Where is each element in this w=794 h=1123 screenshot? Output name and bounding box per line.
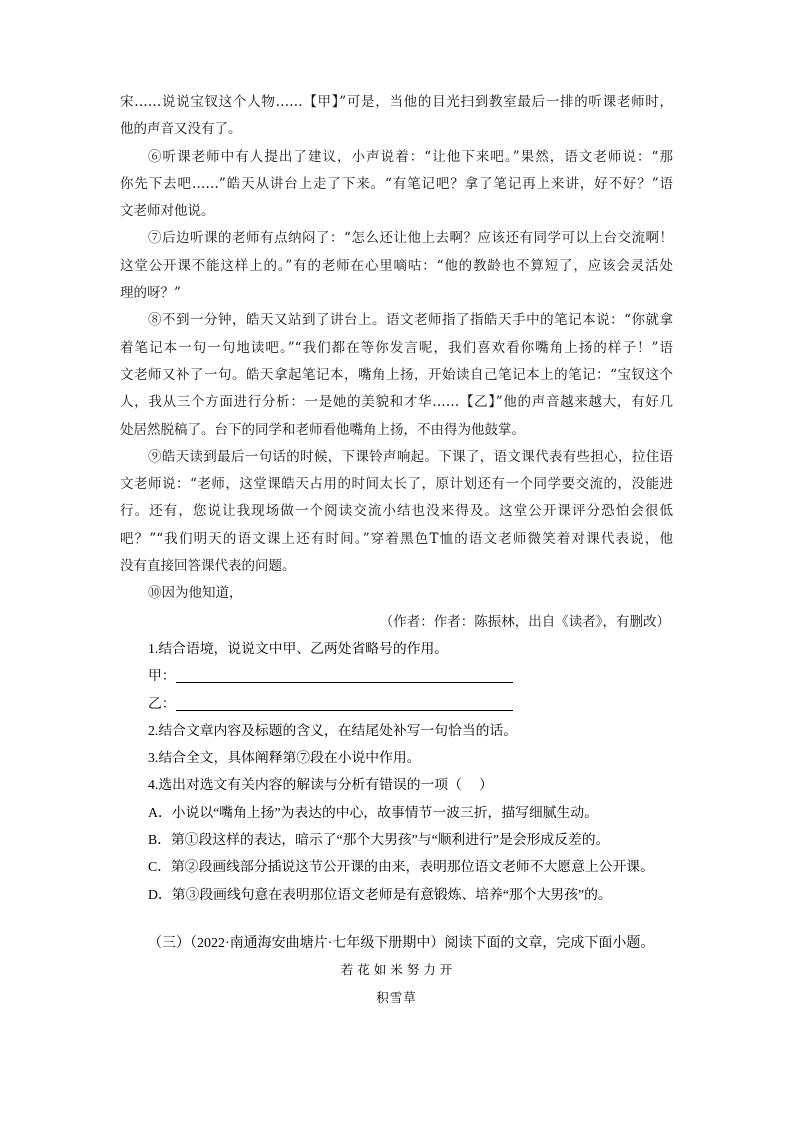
article-author: 积雪草 bbox=[376, 989, 417, 1005]
story-line: 文老师说：“老师，这堂课皓天占用的时间太长了，原计划还有一个同学要交流的，没能进 bbox=[120, 476, 673, 493]
question-4: 4.选出对选文有关内容的解读与分析有错误的一项（ ） bbox=[148, 777, 493, 793]
story-paragraph bbox=[120, 225, 673, 307]
question-1: 1.结合语境，说说文中甲、乙两处省略号的作用。 bbox=[148, 640, 449, 656]
story-line: 这堂公开课不能这样上的。”有的老师在心里嘀咕：“他的教龄也不算短了，应该会灵活处 bbox=[120, 257, 673, 274]
story-line: 人，我从三个方面进行分析：一是她的美貌和才华……【乙】”他的声音越来越大，有好几 bbox=[120, 394, 673, 411]
story-line: 没有直接回答课代表的问题。 bbox=[120, 558, 296, 575]
story-paragraph bbox=[120, 580, 673, 607]
story-line: 处居然脱稿了。台下的同学和老师看他嘴角上扬，不由得为他鼓掌。 bbox=[120, 421, 525, 438]
option-c: C．第②段画线部分插说这节公开课的由来，表明那位语文老师不大愿意上公开课。 bbox=[148, 859, 654, 875]
option-a: A．小说以“嘴角上扬”为表达的中心，故事情节一波三折，描写细腻生动。 bbox=[148, 804, 598, 820]
story-paragraph bbox=[120, 144, 673, 226]
question-2: 2.结合文章内容及标题的含义，在结尾处补写一句恰当的话。 bbox=[148, 722, 518, 738]
answer-line-yi bbox=[120, 690, 673, 717]
blank-label-jia: 甲： bbox=[148, 668, 176, 684]
story-text bbox=[120, 89, 673, 635]
story-line: ⑩因为他知道， bbox=[148, 585, 243, 602]
section-heading: （三）（2022·南通海安曲塘片·七年级下册期中）阅读下面的文章，完成下面小题。 bbox=[148, 935, 655, 951]
story-line: 着笔记本一句一句地读吧。”“我们都在等你发言呢，我们喜欢看你嘴角上扬的样子！”语 bbox=[120, 339, 673, 356]
story-line: ⑥听课老师中有人提出了建议，小声说着：“让他下来吧。”果然，语文老师说：“那 bbox=[148, 148, 673, 165]
story-line: 文老师对他说。 bbox=[120, 203, 215, 220]
story-line: 宋……说说宝钗这个人物……【甲】”可是，当他的目光扫到教室最后一排的听课老师时， bbox=[120, 94, 673, 110]
option-b: B．第①段这样的表达，暗示了“那个大男孩”与“顺利进行”是会形成反差的。 bbox=[148, 832, 610, 848]
story-line: 他的声音又没有了。 bbox=[120, 121, 242, 138]
questions bbox=[120, 635, 673, 908]
blank-label-yi: 乙： bbox=[148, 695, 176, 711]
answer-blank-jia bbox=[176, 670, 513, 683]
story-line: 吧？”“我们明天的语文课上还有时间。”穿着黑色T恤的语文老师微笑着对课代表说，他 bbox=[120, 530, 673, 547]
story-line: ⑦后边听课的老师有点纳闷了：“怎么还让他上去啊？应该还有同学可以上台交流啊！ bbox=[148, 230, 673, 247]
story-line: 你先下去吧……”皓天从讲台上走了下来。“有笔记吧？拿了笔记再上来讲，好不好？”语 bbox=[120, 175, 673, 192]
story-paragraph bbox=[120, 89, 673, 144]
article-title: 若花如米努力开 bbox=[340, 962, 457, 978]
document-page bbox=[120, 89, 673, 1011]
story-line: 理的呀？” bbox=[120, 285, 181, 302]
story-line: 行。还有，您说让我现场做一个阅读交流小结也没来得及。这堂公开课评分恐怕会很低 bbox=[120, 503, 673, 520]
story-line: 文老师又补了一句。皓天拿起笔记本，嘴角上扬，开始读自己笔记本上的笔记：“宝钗这个 bbox=[120, 366, 673, 383]
option-d: D．第③段画线句意在表明那位语文老师是有意锻炼、培养“那个大男孩”的。 bbox=[148, 886, 612, 902]
source-note: （作者：作者：陈振林，出自《读者》，有删改） bbox=[379, 613, 670, 629]
story-line: ⑧不到一分钟，皓天又站到了讲台上。语文老师指了指皓天手中的笔记本说：“你就拿 bbox=[148, 312, 673, 329]
story-line: ⑨皓天读到最后一句话的时候，下课铃声响起。下课了，语文课代表有些担心，拉住语 bbox=[148, 448, 673, 465]
story-paragraph bbox=[120, 307, 673, 443]
story-paragraph bbox=[120, 444, 673, 580]
question-3: 3.结合全文，具体阐释第⑦段在小说中作用。 bbox=[148, 750, 421, 766]
answer-line-jia bbox=[120, 662, 673, 689]
answer-blank-yi bbox=[176, 698, 513, 711]
